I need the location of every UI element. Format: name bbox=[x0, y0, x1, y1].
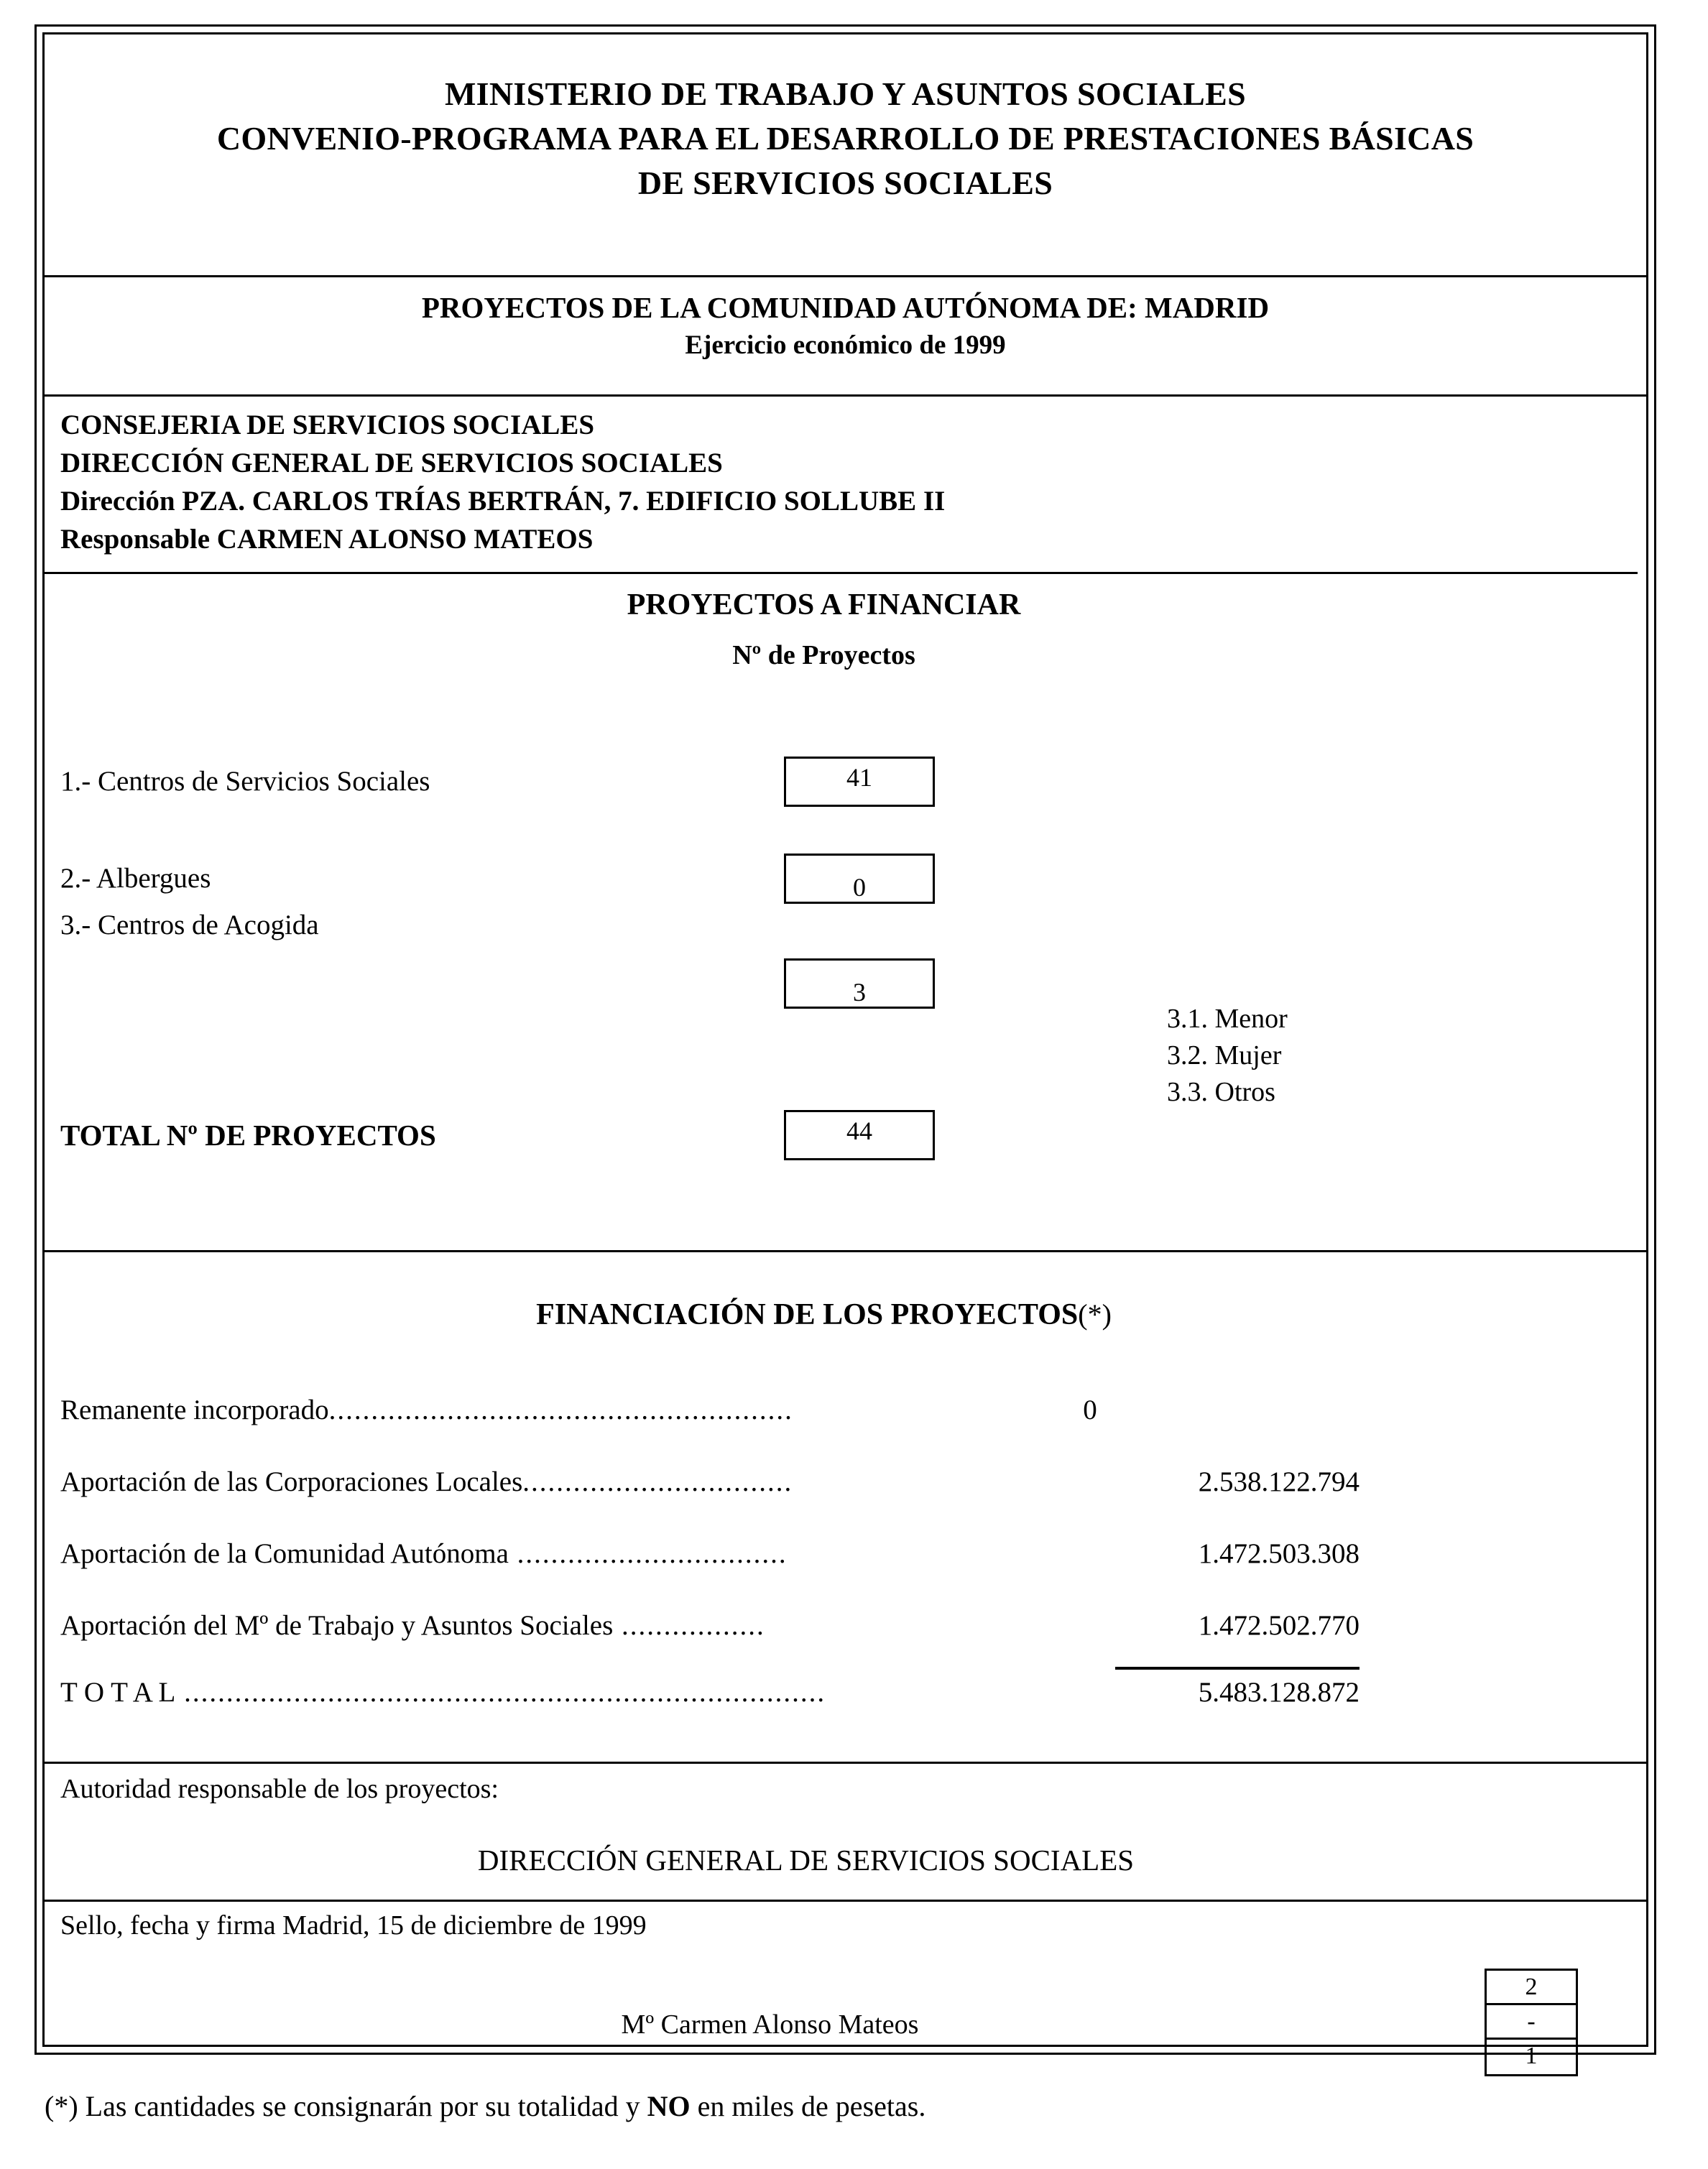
total-proyectos-label: TOTAL Nº DE PROYECTOS bbox=[60, 1119, 436, 1152]
autoridad-section bbox=[45, 1762, 1646, 1900]
financiacion-label-3 bbox=[60, 1532, 788, 1576]
title-line-3: DE SERVICIOS SOCIALES bbox=[637, 165, 1053, 201]
financiacion-label-4 bbox=[60, 1604, 765, 1647]
ejercicio-economico-line: Ejercicio económico de 1999 bbox=[685, 330, 1006, 360]
firma-nombre: Mº Carmen Alonso Mateos bbox=[621, 2010, 919, 2040]
autoridad-value: DIRECCIÓN GENERAL DE SERVICIOS SOCIALES bbox=[477, 1844, 1135, 1877]
financiacion-total-dots: ............................................................................ bbox=[175, 1677, 826, 1708]
financiacion-label-text-4: Aportación del Mº de Trabajo y Asuntos Sociales bbox=[60, 1610, 614, 1641]
financiacion-title-mark: (*) bbox=[1078, 1298, 1112, 1331]
financiacion-label-2 bbox=[60, 1461, 793, 1504]
proyectos-a-financiar-section bbox=[45, 572, 1646, 884]
subitem-row-3 bbox=[1167, 1074, 1288, 1111]
subitem-value-box-3[interactable]: 1 bbox=[1525, 2043, 1538, 2069]
financiacion-row-3 bbox=[45, 1532, 1646, 1576]
financiacion-dots-1: ....................................................... bbox=[328, 1395, 793, 1425]
total-proyectos-row bbox=[45, 1110, 1646, 1160]
subitem-label-2: 3.2. Mujer bbox=[1167, 1040, 1282, 1070]
financiacion-total-row bbox=[45, 1671, 1646, 1714]
total-proyectos-value-box[interactable]: 44 bbox=[784, 1110, 935, 1160]
consejeria-line: CONSEJERIA DE SERVICIOS SOCIALES bbox=[60, 410, 595, 440]
financiacion-title-text: FINANCIACIÓN DE LOS PROYECTOS bbox=[536, 1298, 1079, 1331]
footnote-prefix: (*) Las cantidades se consignarán por su totalidad y bbox=[45, 2090, 647, 2122]
financiacion-label-text-1: Remanente incorporado bbox=[60, 1395, 329, 1425]
proyecto-value-box-2[interactable]: 0 bbox=[784, 854, 935, 904]
proyectos-section-title: PROYECTOS A FINANCIAR bbox=[627, 588, 1021, 621]
title-line-1: MINISTERIO DE TRABAJO Y ASUNTOS SOCIALES bbox=[444, 75, 1247, 112]
financiacion-dots-3: ................................ bbox=[508, 1538, 788, 1569]
proyecto-value-box-1[interactable]: 41 bbox=[784, 757, 935, 807]
footnote-emphasis: NO bbox=[647, 2090, 691, 2122]
financiacion-total-rule bbox=[1115, 1667, 1360, 1670]
financiacion-section-title bbox=[1, 1250, 1646, 1335]
subitem-label-3: 3.3. Otros bbox=[1167, 1077, 1275, 1107]
proyecto-row-1 bbox=[45, 757, 1646, 807]
footnote-suffix: en miles de pesetas. bbox=[690, 2090, 926, 2122]
financiacion-total-label bbox=[60, 1671, 826, 1714]
financiacion-row-2 bbox=[45, 1461, 1646, 1504]
responsable-line: Responsable CARMEN ALONSO MATEOS bbox=[60, 524, 594, 555]
form-outer-frame bbox=[34, 24, 1656, 2069]
financiacion-value-3: 1.472.503.308 bbox=[1198, 1538, 1360, 1569]
document-title-block bbox=[45, 34, 1646, 205]
proyecto-label-2: 2.- Albergues bbox=[60, 863, 211, 894]
financiacion-total-value: 5.483.128.872 bbox=[1198, 1677, 1360, 1708]
proyecto-row-2 bbox=[45, 854, 1646, 904]
comunidad-autonoma-line: PROYECTOS DE LA COMUNIDAD AUTÓNOMA DE: MADRID bbox=[421, 291, 1270, 324]
direccion-general-line: DIRECCIÓN GENERAL DE SERVICIOS SOCIALES bbox=[60, 448, 723, 478]
subitem-row-2 bbox=[1167, 1037, 1288, 1074]
financiacion-section bbox=[45, 1250, 1646, 1661]
proyecto-value-box-3[interactable]: 3 bbox=[784, 958, 935, 1009]
proyecto-label-1: 1.- Centros de Servicios Sociales bbox=[60, 766, 430, 797]
financiacion-dots-4: ................. bbox=[613, 1610, 765, 1641]
subitem-row-1 bbox=[1167, 1001, 1288, 1037]
financiacion-row-1 bbox=[45, 1389, 1646, 1432]
financiacion-value-2: 2.538.122.794 bbox=[1198, 1466, 1360, 1497]
proyecto-label-3: 3.- Centros de Acogida bbox=[60, 910, 319, 940]
financiacion-label-text-2: Aportación de las Corporaciones Locales bbox=[60, 1466, 523, 1497]
financiacion-row-4 bbox=[45, 1604, 1646, 1647]
financiacion-dots-2: ................................ bbox=[522, 1466, 793, 1497]
title-line-2: CONVENIO-PROGRAMA PARA EL DESARROLLO DE PRESTACIONES BÁSICAS bbox=[216, 120, 1474, 157]
autoridad-label: Autoridad responsable de los proyectos: bbox=[60, 1774, 499, 1804]
financiacion-value-4: 1.472.502.770 bbox=[1198, 1610, 1360, 1641]
direccion-line: Dirección PZA. CARLOS TRÍAS BERTRÁN, 7. EDIFICIO SOLLUBE II bbox=[60, 486, 946, 517]
financiacion-label-text-3: Aportación de la Comunidad Autónoma bbox=[60, 1538, 509, 1569]
footnote bbox=[45, 2087, 925, 2126]
form-inner-frame bbox=[42, 32, 1648, 2069]
subitem-value-box-2[interactable]: - bbox=[1487, 2005, 1576, 2040]
subitem-value-box-1[interactable]: 2 bbox=[1487, 1971, 1576, 2005]
sello-fecha-firma-label: Sello, fecha y firma Madrid, 15 de diciembre de 1999 bbox=[60, 1910, 647, 1941]
subitem-label-1: 3.1. Menor bbox=[1167, 1004, 1288, 1034]
proyectos-column-header: Nº de Proyectos bbox=[732, 640, 915, 670]
comunidad-autonoma-block bbox=[45, 275, 1646, 364]
proyecto-row-3 bbox=[45, 905, 1646, 1007]
financiacion-total-label-text: T O T A L bbox=[60, 1677, 176, 1708]
organismo-block bbox=[45, 394, 1646, 568]
sello-firma-section bbox=[45, 1900, 1646, 2065]
financiacion-value-1: 0 bbox=[1083, 1395, 1097, 1425]
financiacion-label-1 bbox=[60, 1389, 793, 1432]
